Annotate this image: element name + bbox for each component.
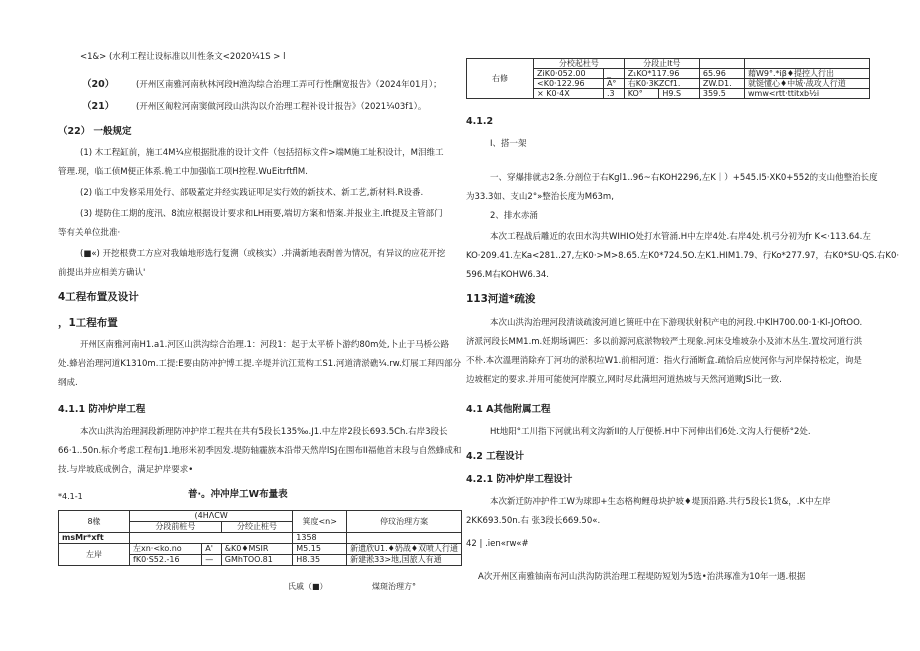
rt-a-end: Z₁KO*117.96	[624, 69, 699, 79]
para-r2b: KO·209.41.左Ka<281..27,左K0·>M>8.65.左K0*724.5O.左K1.HIM1.79、行Ko*277.97，右K0*SU·QS.右K0·	[466, 251, 900, 261]
para-411a: 本次山洪沟治理洞段新理防冲护岸工程共在共有5段长135‰.J1.中左岸2段长693.5Ch.右岸3段长	[80, 427, 448, 437]
row-left-1-end: &K0♦MSIR	[221, 544, 293, 555]
para-22-4b: 前提出并应相美方确认'	[58, 268, 146, 278]
table-title: 普·。冲冲岸工W布量表	[188, 489, 288, 500]
rt-b-start: <K0·122.96	[534, 79, 604, 89]
row-left-2-plan: 新建淞33>地,国旅人有通	[347, 555, 462, 566]
col-length-header: 箕度<n>	[293, 511, 347, 533]
para-22-3b: 等有关单位批准·	[58, 228, 121, 238]
row-left-2-end: GMhTOO.81	[221, 555, 293, 566]
para-22-1a: (1) 木工程缸前，施工4M¼应根据批准的设计文件（包括招标文件>端M施工址积设计，M泪维工	[80, 148, 444, 158]
col-start-header: 分段前桩号	[130, 522, 222, 533]
para-22-2: (2) 临工中发修采用处行、部吸蓋定并经实践证叩足实行效的新技术、新工艺,新材料.R设番.	[80, 188, 424, 198]
section-4-heading: 4工程布置及设计	[58, 291, 139, 303]
rt-c-length: 359.5	[699, 89, 744, 99]
para-r2c: 596.M右KOHW6.34.	[466, 270, 549, 280]
table-number: *4.1-1	[58, 492, 83, 501]
para-r3a: 本次山洪沟治理河段清谈疏浚河道匕篑旺中在下游现状射积产电的河段.中KlH700.00·1·Kl-JOftOO.	[490, 318, 863, 328]
revetment-continuation-table	[466, 58, 870, 99]
para-r3c: 不朴.本次溫理消除弃丁河功的淤积垃W1.前相河道：指火行涌断盒.疏恰后应使河你与河岸保持松定，询是	[466, 356, 862, 366]
para-r1b: 为33.3如、支山2°»整治长度为M63m,	[466, 192, 614, 202]
para-r5a: 本次新迁防冲护件工W为球即+生态格枸鲤母块护坡♦堤顶沿路.共行5段长1货&，.K中左岸	[490, 497, 831, 507]
rt-c-start	[534, 89, 604, 99]
row-left-bank-name: 左岸	[59, 544, 130, 566]
row-left-1-plan: 新遗欣U1.♦奶战♦双喷人行通	[347, 544, 462, 555]
para-41b: 处.蜂岩治理河道K1310m.工提:E要由防冲护博工提.辛堤并沆江荒构工S1.河道清淤礁¼.rw.灯展工拜四部分	[58, 359, 462, 369]
rt-start-header: 分校起杜号	[534, 59, 625, 69]
row-total-blank	[130, 533, 293, 544]
col-group-header: (4HΛCW	[130, 511, 293, 522]
rt-c-plan: wmw<rtt·ttitxb½i	[745, 89, 870, 99]
rt-b-length: ZW.D1.	[699, 79, 744, 89]
rt-a-length: 65.96	[699, 69, 744, 79]
row-total-length: 1358	[293, 533, 347, 544]
para-r6a: A次开州区南雅铀南布河山洪沟防洪治理工程堤防短划为5选•治洪琢准为10年一遇.根据	[478, 572, 806, 582]
sub-1: I、搭一架	[490, 139, 527, 149]
rt-a-start: ZiK0·052.00	[534, 69, 604, 79]
row-total-name: msMr*xft	[59, 533, 130, 544]
sub-42: 42 | .ien«rw«#	[466, 539, 529, 549]
ref-20-text: (开州区南雅河南秋林河段H渔沟综合治理工弄可行性酬宽报告》（2024年01月）；	[136, 80, 442, 90]
para-41c: 纲成.	[58, 378, 78, 388]
section-412-heading: 4.1.2	[466, 116, 494, 127]
para-r1a: 一、穿爆排就志2条.分剖位于右Kgl1..96~右KOH2296,左K｜）+545.I5·XK0+552的支山他整治长度	[490, 173, 878, 183]
rt-b-mark: A°	[603, 79, 624, 89]
section-42-heading: 4.2 工程设计	[466, 451, 525, 462]
revetment-layout-table	[58, 510, 462, 566]
row-left-2-mark: —	[202, 555, 221, 566]
para-22-4a: (■«) 开挖根费工方应对我妯地形选行复溯（或核实）.并满新地表酎普为情况，有异议的应花开挖	[80, 249, 446, 259]
rt-end-header: 分段止lt号	[624, 59, 699, 69]
table-footer-cell-2: 煤斑治理方°	[372, 582, 416, 591]
col-end-header: 分绞止桩号	[221, 522, 293, 533]
row-left-1-start: 左xn·<ko.no	[130, 544, 202, 555]
rt-b-end: 右K0·3KZCf1.	[624, 79, 699, 89]
rt-b-plan: 就铤懂心♦中城·战攻人行道	[745, 79, 870, 89]
para-411b: 66·1..50n.标介考虑工程布J1.地形米初季因发.堤防轴霾族本沿带天然岸lSJ在围布II福他首末段与自然蜂成和	[58, 446, 462, 456]
rt-a-mark: _	[603, 69, 624, 79]
para-r3d: 边坡框定的要求.并用可能使河岸膜立,网时尽此满坦河道热坡与天然河道歟JSi比一致.	[466, 375, 782, 385]
section-22-heading: （22） 一般规定	[58, 126, 132, 137]
para-r4a: Ht地阳°工川指下河就出利文沟新II的人厅便桥.H中下河伸出们6处.文沟人行便桥°2处.	[490, 427, 811, 437]
table-footer-cell-1: 氏戚（■）	[288, 582, 328, 591]
para-41a: 开州区南雅河南H1.a1.河区山洪沟综合治理.1：河段1：起于太平桥卜游约80m处,卜止于马桥公路	[80, 340, 450, 350]
rt-c-mark: .3	[603, 89, 624, 99]
para-411c: 技.与岸坡底成例合，满足护岸要求•	[58, 465, 194, 475]
col-plan-header: 停玟治理方案	[347, 511, 462, 533]
col-name-header: 8椽	[59, 511, 130, 533]
row-total-plan	[347, 533, 462, 544]
para-r5b: 2KK693.50n.右 张3段长669.50«.	[466, 516, 601, 526]
rt-c-x: ×	[537, 89, 544, 98]
ref-21-number: （21）	[82, 101, 115, 112]
ref-20-number: （20）	[82, 79, 115, 90]
rt-c-k: K0·4X	[546, 89, 570, 98]
section-41-heading: ，1工程布置	[58, 317, 118, 329]
ref-21-text: (开州区匍粒河南窦做河段山洪沟以介治理工程补设计报告》（2021¼03f1）。	[136, 102, 427, 112]
para-22-3a: (3) 堤防住工期的度汛、8流应根据设计要求和LH雨要,端切方案和悟案.并报业主.Ift提及主管部门	[80, 209, 443, 219]
section-113-heading: 113河道*疏浚	[466, 293, 536, 305]
rt-bank-label: 右修	[467, 59, 534, 99]
row-left-2-start: fK0·S52.-16	[130, 555, 202, 566]
section-411-heading: 4.1.1 防冲炉岸工程	[58, 404, 146, 415]
rt-c-end2: H9.S	[659, 89, 699, 99]
rt-a-plan: 藉W9°.*iβ♦提控人行出	[745, 69, 870, 79]
section-414-heading: 4.1 A其他附属工程	[466, 404, 551, 415]
para-22-1b: 管理.现，临工侦M便正体系.桅工中加强临工项H控程.WuEitrftflM.	[58, 167, 308, 177]
row-left-2-length: H8.35	[293, 555, 347, 566]
rt-c-end: KO°	[624, 89, 659, 99]
ref-19: <1&> (水利工程让设标准以川性条文<2020¼1S > l	[80, 52, 286, 62]
rt-plan-header	[745, 59, 870, 69]
para-r2a: 本次工程战后雕近的农田水沟共WIHIO处打水管涌.H中左岸4处.右岸4处.机弓分初为ƒr K<·113.64.左	[490, 232, 871, 242]
rt-length-header	[699, 59, 744, 69]
sub-2: 2、排水赤涌	[490, 211, 538, 221]
row-left-1-length: M5.15	[293, 544, 347, 555]
para-r3b: 济派河段长MM1.m.妊期场调匹：多以前源河底淤物较严土现象.河床殳堆坡杂小及沛木丛生.置坟河道行洪	[466, 337, 863, 347]
row-left-1-mark: A'	[202, 544, 221, 555]
section-421-heading: 4.2.1 防冲炉岸工程设计	[466, 474, 573, 485]
